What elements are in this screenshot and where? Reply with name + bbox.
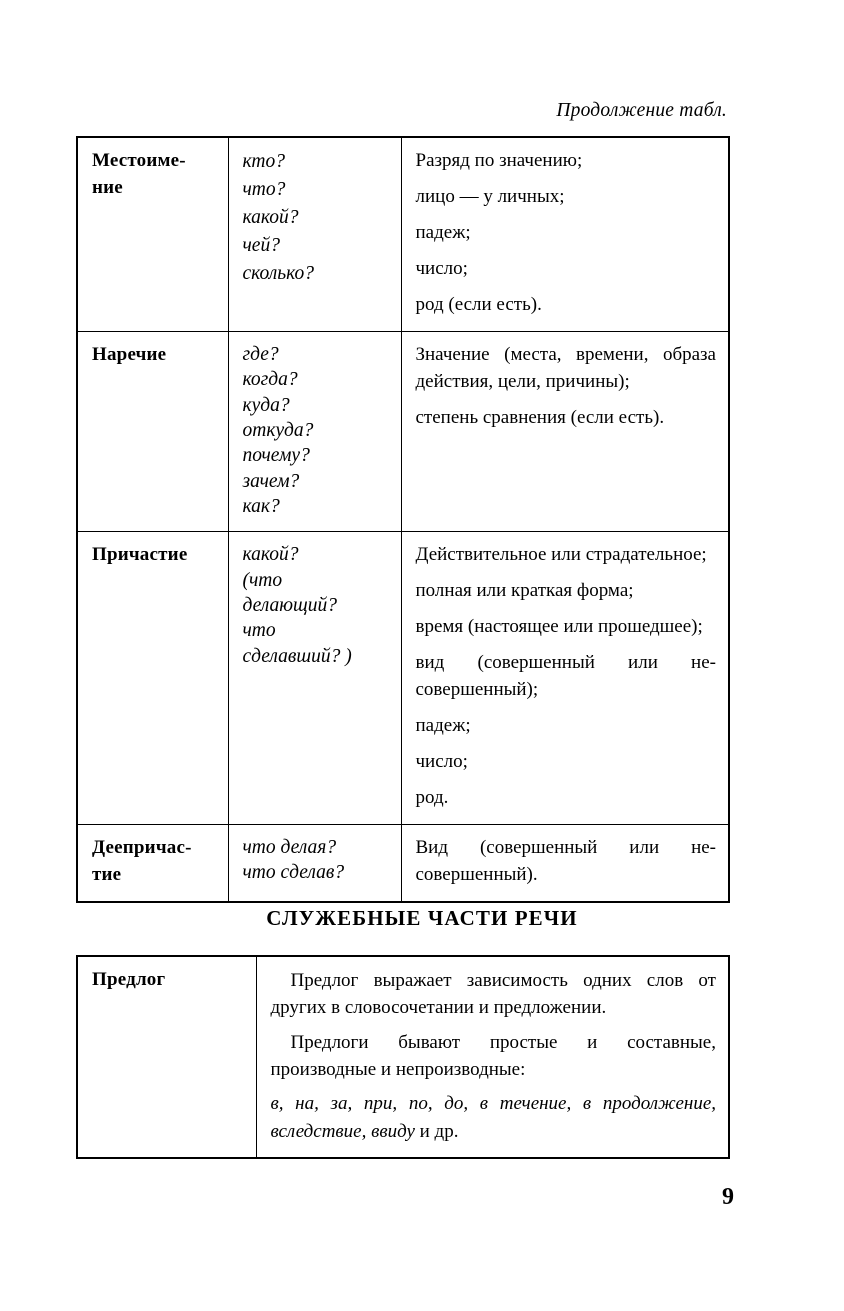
cell-questions [228,825,401,902]
question-item: сколько? [242,263,315,285]
table-parts-of-speech [76,136,730,903]
definition-paragraph: Предлоги бывают простые и составные, производные и непроизводные: [270,1031,716,1081]
cell-part-name [77,532,228,825]
cell-part-name [77,137,228,331]
question-item: (что [242,569,283,591]
table-row [77,532,729,825]
part-of-speech-name: Наречие [92,343,167,365]
examples-paragraph [271,1090,717,1145]
part-of-speech-name: Местоиме- ние [92,150,186,198]
trait-item: падеж; [415,715,471,737]
cell-questions [228,532,401,825]
trait-item: число; [415,751,468,773]
question-item: что делая? [242,837,337,858]
trait-item: вид (совершенный или несовершенный); [415,652,716,701]
trait-list [416,148,717,319]
part-of-speech-name: Предлог [92,969,166,990]
cell-definition [256,956,729,1158]
question-item: какой? [242,207,299,229]
part-of-speech-name: Деепричас- тие [92,837,192,885]
question-item: кто? [242,151,285,172]
part-of-speech-name: Причастие [92,544,188,566]
cell-traits [401,825,729,902]
question-list [243,542,389,669]
question-item: какой? [242,544,299,566]
trait-item: род (если есть). [415,293,542,315]
question-list [243,148,389,288]
trait-item: Вид (совершенный или несовершенный). [415,837,716,885]
cell-traits [401,137,729,331]
table-row [77,956,729,1158]
running-head: Продолжение табл. [556,100,727,121]
trait-item: Разряд по значению; [415,150,583,171]
trait-list [416,342,717,432]
trait-item: время (настоящее или прошедшее); [415,616,703,638]
question-item: куда? [242,394,290,416]
trait-item: Значение (места, времени, образа действия, цели, причины); [415,343,716,392]
question-list [243,835,389,886]
trait-item: число; [415,257,468,279]
trait-item: полная или краткая форма; [415,580,634,602]
question-item: что сделав? [242,862,345,884]
examples-list: в, на, за, при, по, до, в течение, в продолжение, вследствие, ввиду [270,1093,716,1142]
trait-list [416,542,717,812]
table-row [77,331,729,531]
cell-questions [228,137,401,331]
trait-item: род. [415,787,449,809]
question-item: как? [242,495,280,517]
page-number: 9 [722,1184,734,1210]
question-item: почему? [242,445,310,467]
question-item: когда? [242,369,298,391]
definition-paragraph: Предлог выражает зависимость одних слов от других в словосочетании и предложении. [270,970,716,1019]
cell-part-name [77,956,256,1158]
definition-text [271,967,717,1145]
question-item: зачем? [242,470,300,492]
table-row [77,825,729,902]
table-function-words [76,955,730,1159]
trait-list [416,835,717,889]
section-heading-function-words: СЛУЖЕБНЫЕ ЧАСТИ РЕЧИ [266,906,578,930]
cell-traits [401,532,729,825]
cell-part-name [77,331,228,531]
examples-tail: и др. [414,1120,459,1142]
question-item: что [242,620,276,642]
trait-item: падеж; [415,221,471,243]
question-item: откуда? [242,419,314,441]
trait-item: лицо — у личных; [415,185,565,207]
cell-part-name [77,825,228,902]
trait-item: Действительное или страдательное; [415,544,707,566]
question-item: что? [242,179,286,201]
question-item: сделавший? ) [242,645,352,667]
question-item: делающий? [242,594,337,616]
cell-questions [228,331,401,531]
table-row [77,137,729,331]
question-item: чей? [242,235,280,257]
question-item: где? [242,343,279,365]
trait-item: степень сравнения (если есть). [415,406,665,428]
cell-traits [401,331,729,531]
question-list [243,342,389,519]
